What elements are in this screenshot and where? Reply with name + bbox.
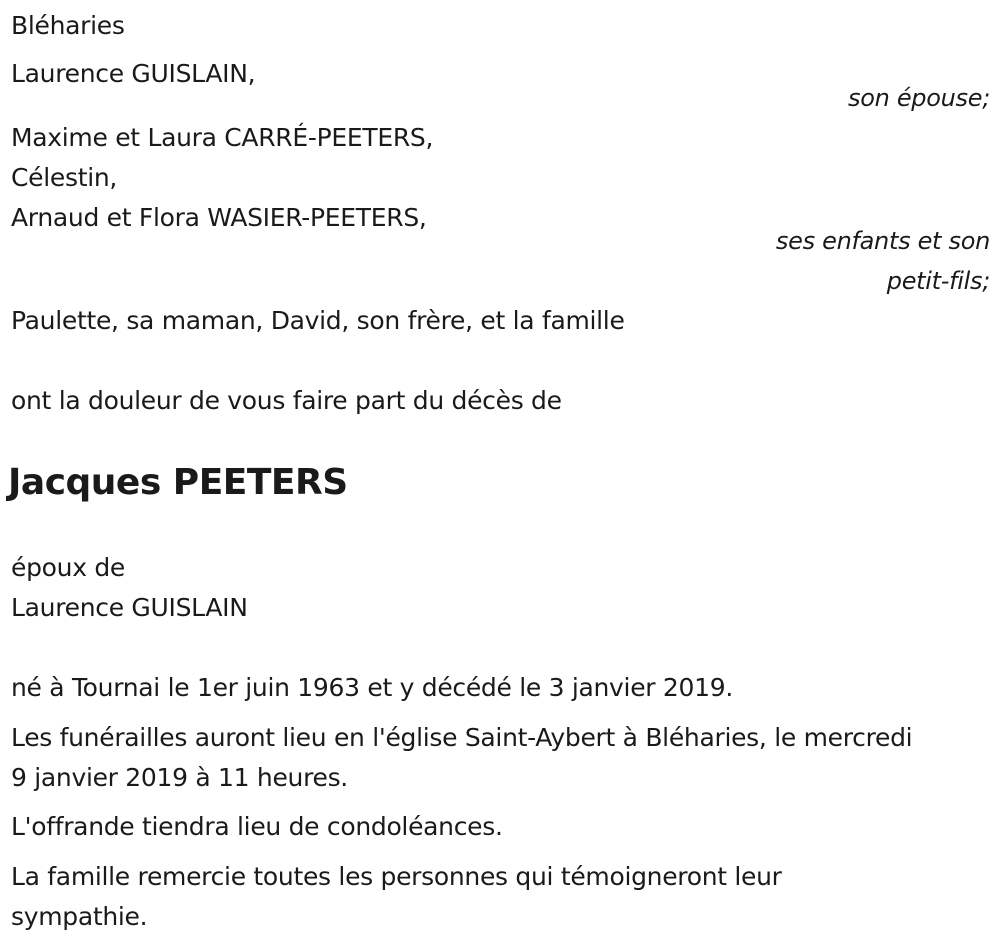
offering-text: L'offrande tiendra lieu de condoléances.	[11, 812, 503, 841]
child-line-3: Arnaud et Flora WASIER-PEETERS,	[11, 203, 427, 232]
wife-relation: son épouse;	[848, 84, 990, 112]
thanks-line-2: sympathie.	[11, 902, 148, 931]
wife-name: Laurence GUISLAIN,	[11, 59, 256, 88]
child-line-2: Célestin,	[11, 163, 118, 192]
place-name: Bléharies	[11, 11, 125, 40]
announcement-text: ont la douleur de vous faire part du décès de	[11, 386, 562, 415]
children-relation-line-2: petit-fils;	[886, 267, 990, 295]
deceased-name: Jacques PEETERS	[8, 462, 348, 503]
child-line-1: Maxime et Laura CARRÉ-PEETERS,	[11, 123, 434, 152]
funeral-line-1: Les funérailles auront lieu en l'église Saint-Aybert à Bléharies, le mercredi	[11, 723, 913, 752]
spouse-name: Laurence GUISLAIN	[11, 593, 248, 622]
children-relation-line-1: ses enfants et son	[775, 227, 990, 255]
thanks-line-1: La famille remercie toutes les personnes qui témoigneront leur	[11, 862, 782, 891]
spouse-label: époux de	[11, 553, 125, 582]
family-line: Paulette, sa maman, David, son frère, et la famille	[11, 306, 625, 335]
funeral-line-2: 9 janvier 2019 à 11 heures.	[11, 763, 348, 792]
birth-death-text: né à Tournai le 1er juin 1963 et y décédé le 3 janvier 2019.	[11, 673, 733, 702]
